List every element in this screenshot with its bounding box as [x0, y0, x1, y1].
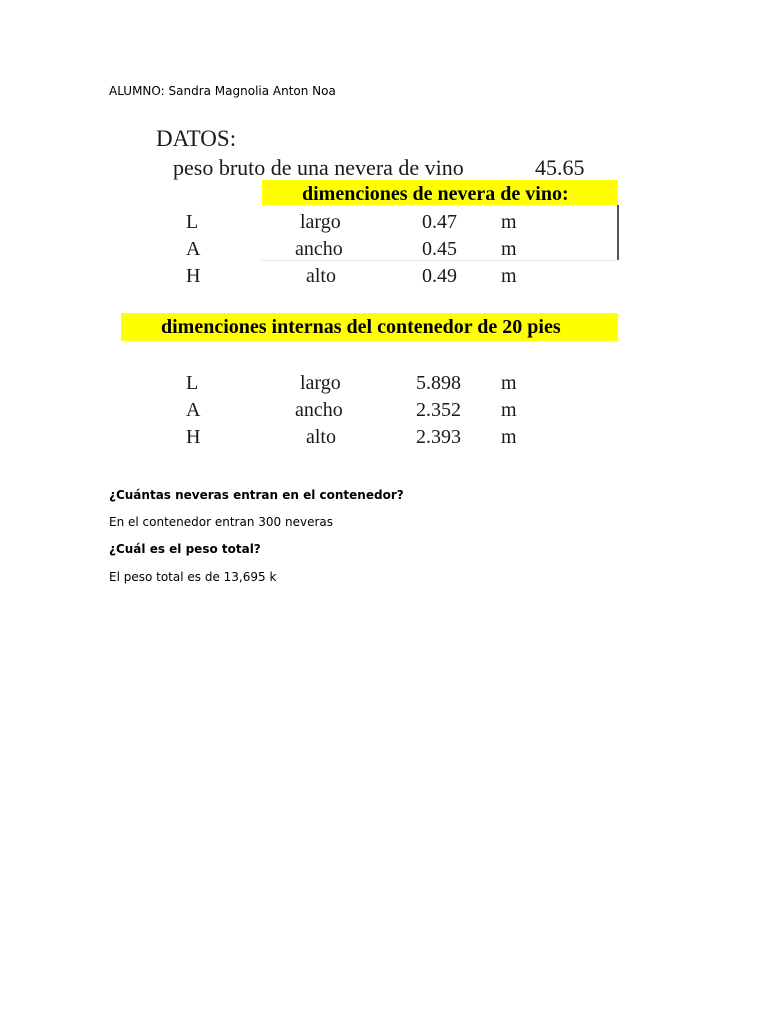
question-total-weight: ¿Cuál es el peso total?	[109, 542, 261, 556]
dimension-unit: m	[501, 399, 517, 421]
dimension-symbol: A	[186, 238, 201, 260]
student-name-line: ALUMNO: Sandra Magnolia Anton Noa	[109, 84, 336, 98]
dimension-value: 2.393	[416, 426, 461, 448]
dimension-unit: m	[501, 426, 517, 448]
datos-title: DATOS:	[156, 126, 237, 151]
dimension-value: 2.352	[416, 399, 461, 421]
answer-total-weight: El peso total es de 13,695 k	[109, 570, 277, 584]
dimension-symbol: H	[186, 426, 201, 448]
dimension-value: 5.898	[416, 372, 461, 394]
dimension-name: ancho	[295, 399, 343, 421]
dimension-symbol: L	[186, 211, 199, 233]
dimension-unit: m	[501, 265, 517, 287]
dimension-value: 0.49	[422, 265, 457, 287]
dimension-name: alto	[306, 265, 336, 287]
answer-fridge-count: En el contenedor entran 300 neveras	[109, 515, 333, 529]
dimension-value: 0.45	[422, 238, 457, 260]
dimension-unit: m	[501, 372, 517, 394]
dimension-symbol: A	[186, 399, 201, 421]
dimension-name: ancho	[295, 238, 343, 260]
gross-weight-label: peso bruto de una nevera de vino	[173, 155, 464, 180]
fridge-dimensions-heading: dimenciones de nevera de vino:	[302, 183, 569, 205]
dimension-name: largo	[300, 372, 341, 394]
dimension-value: 0.47	[422, 211, 457, 233]
dimension-unit: m	[501, 211, 517, 233]
dimension-unit: m	[501, 238, 517, 260]
gross-weight-value: 45.65	[535, 155, 585, 180]
dimension-symbol: L	[186, 372, 199, 394]
dimension-symbol: H	[186, 265, 201, 287]
question-fridge-count: ¿Cuántas neveras entran en el contenedor?	[109, 488, 404, 502]
dimension-name: largo	[300, 211, 341, 233]
container-dimensions-heading: dimenciones internas del contenedor de 20 pies	[161, 316, 561, 338]
dimension-name: alto	[306, 426, 336, 448]
table-border-line	[617, 205, 619, 260]
